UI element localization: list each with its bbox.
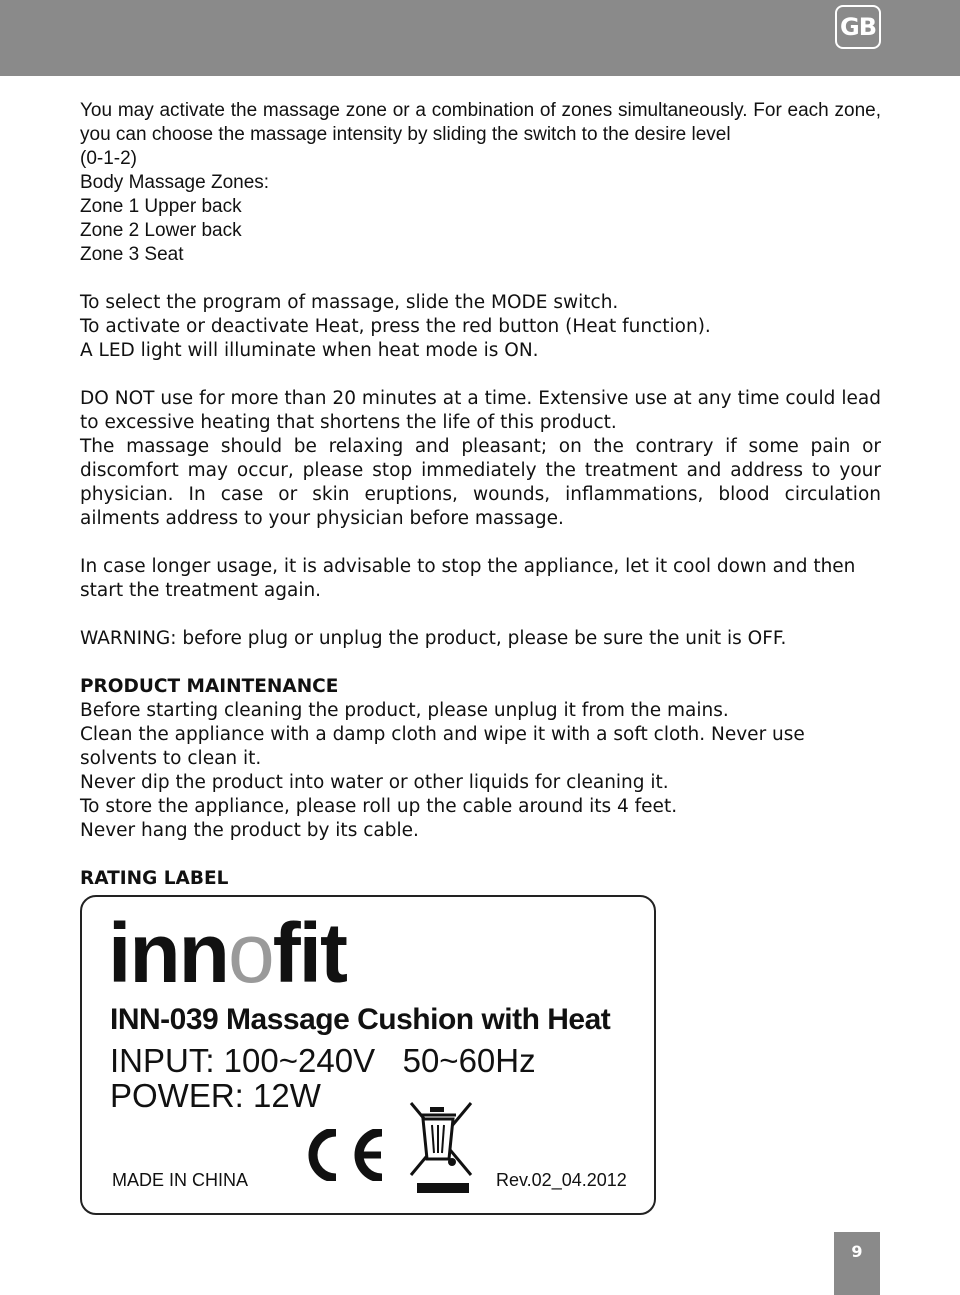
caution-paragraph: DO NOT use for more than 20 minutes at a time. Extensive use at any time could lead to excessive heating that shortens the life of this product. (80, 388, 881, 433)
zones-title: Body Massage Zones: (80, 172, 270, 193)
maintenance-line-4: To store the appliance, please roll up the cable around its 4 feet. (80, 796, 678, 817)
zone-3: Zone 3 Seat (80, 244, 184, 265)
warning-line: WARNING: before plug or unplug the product, please be sure the unit is OFF. (80, 628, 787, 649)
weee-crossed-bin-icon (408, 1099, 474, 1197)
header-bar (0, 0, 960, 76)
made-in-label: MADE IN CHINA (112, 1170, 249, 1190)
maintenance-line-2: Clean the appliance with a damp cloth and wipe it with a soft cloth. Never use solvents to clean it. (80, 724, 805, 769)
zone-2: Zone 2 Lower back (80, 220, 242, 241)
heat-instruction: To activate or deactivate Heat, press the red button (Heat function). (80, 316, 711, 337)
zone-1: Zone 1 Upper back (80, 196, 242, 217)
mode-instruction: To select the program of massage, slide the MODE switch. (80, 292, 619, 313)
intensity-levels: (0-1-2) (80, 148, 138, 169)
power-rating: POWER: 12W (110, 1077, 321, 1114)
longer-usage-paragraph: In case longer usage, it is advisable to stop the appliance, let it cool down and then start the treatment again. (80, 556, 856, 601)
maintenance-line-5: Never hang the product by its cable. (80, 820, 419, 841)
relaxation-paragraph: The massage should be relaxing and pleasant; on the contrary if some pain or discomfort may occur, please stop immediately the treatment and address to your physician. In case or skin eruptions, wounds, inflammations, blood circulation ailments address to your physician before massage. (80, 436, 881, 529)
language-badge: GB (835, 5, 881, 49)
rating-label (80, 895, 656, 1215)
rating-label-heading: RATING LABEL (80, 868, 229, 889)
intro-paragraph: You may activate the massage zone or a combination of zones simultaneously. For each zone, you can choose the massage intensity by sliding the switch to the desire level (80, 100, 881, 145)
ce-mark-icon (292, 1129, 388, 1181)
innofit-logo: innofit (108, 906, 346, 1000)
manual-text (80, 99, 881, 891)
maintenance-heading: PRODUCT MAINTENANCE (80, 676, 339, 697)
maintenance-line-3: Never dip the product into water or other liquids for cleaning it. (80, 772, 669, 793)
input-rating: INPUT: 100~240V 50~60Hz (110, 1042, 536, 1079)
page-number: 9 (834, 1232, 880, 1295)
maintenance-line-1: Before starting cleaning the product, please unplug it from the mains. (80, 700, 729, 721)
led-instruction: A LED light will illuminate when heat mode is ON. (80, 340, 539, 361)
revision-label: Rev.02_04.2012 (496, 1170, 627, 1190)
model-name: INN-039 Massage Cushion with Heat (110, 1003, 611, 1036)
